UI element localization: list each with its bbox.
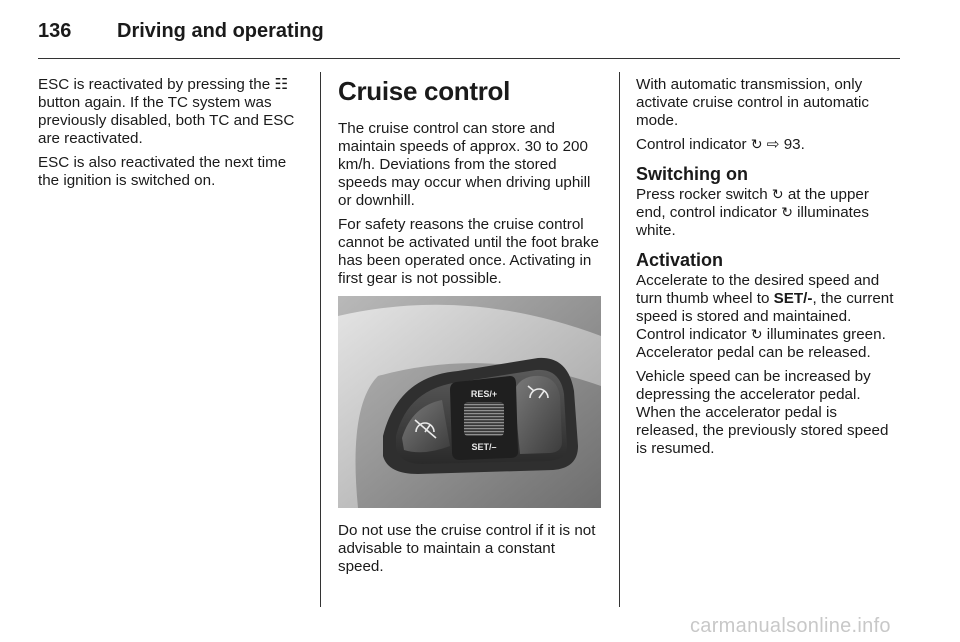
speed-increase-paragraph: Vehicle speed can be increased by depressing the accelerator pedal. When the accelerator pedal is released, the previously stored speed is resumed.	[636, 368, 889, 457]
control-indicator-icon: ↻	[781, 205, 793, 221]
cruise-safety-paragraph: For safety reasons the cruise control cannot be activated until the foot brake has been operated once. Activating in first gear is not possible.	[338, 216, 599, 287]
subheading-activation: Activation	[636, 250, 724, 270]
column-divider-left	[320, 72, 321, 607]
watermark: carmanualsonline.info	[690, 615, 891, 637]
res-plus-label: RES/+	[470, 389, 498, 399]
cruise-on-off-switch	[514, 376, 562, 454]
page-header	[38, 14, 900, 60]
esc-reactivate-paragraph: ESC is reactivated by pressing the ☷ button again. If the TC system was previously disabled, both TC and ESC are reactivated.	[38, 76, 295, 147]
cruise-indicator-icon: ↻	[750, 137, 763, 153]
set-minus-label: SET/–	[471, 442, 497, 452]
column-divider-right	[619, 72, 620, 607]
subheading-switching-on: Switching on	[636, 164, 748, 184]
control-indicator-paragraph: Control indicator ↻ ⇨ 93.	[636, 136, 805, 153]
column-3	[636, 76, 902, 464]
header-divider	[38, 58, 900, 59]
rocker-switch-icon: ↻	[771, 187, 784, 203]
column-2	[338, 76, 604, 582]
set-minus-term: SET/-	[773, 290, 813, 307]
page-number: 136	[38, 20, 72, 42]
cruise-warning-paragraph: Do not use the cruise control if it is not advisable to maintain a constant speed.	[338, 522, 596, 575]
page-reference: ⇨ 93.	[762, 136, 805, 153]
control-indicator-icon-green: ↻	[750, 327, 763, 343]
thumb-wheel	[464, 402, 504, 436]
activation-paragraph: Accelerate to the desired speed and turn thumb wheel to SET/-, the current speed is stored and maintained. Control indicator ↻ illuminates green. Accelerator pedal can be released.	[636, 272, 894, 361]
section-heading-cruise-control: Cruise control	[338, 76, 511, 106]
automatic-transmission-paragraph: With automatic transmission, only activate cruise control in automatic mode.	[636, 76, 869, 129]
column-1	[38, 76, 306, 196]
esc-ignition-paragraph: ESC is also reactivated the next time the ignition is switched on.	[38, 154, 287, 189]
steering-wheel-controls-illustration	[338, 296, 601, 508]
cruise-intro-paragraph: The cruise control can store and maintain speeds of approx. 30 to 200 km/h. Deviations from the stored speeds may occur when driving uphill or downhill.	[338, 120, 591, 209]
switching-on-paragraph: Press rocker switch ↻ at the upper end, control indicator ↻ illuminates white.	[636, 186, 869, 239]
page-title: Driving and operating	[117, 20, 324, 42]
